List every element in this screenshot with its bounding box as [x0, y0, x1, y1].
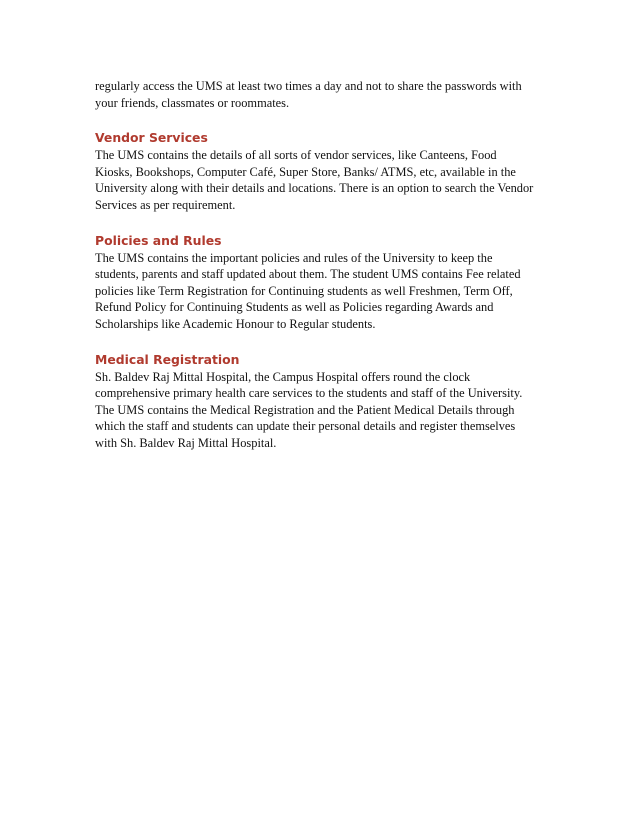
paragraph-line: The UMS contains the important policies and rules of the University to keep the: [95, 250, 493, 265]
paragraph-line: Services as per requirement.: [95, 197, 236, 212]
section-heading-medical-registration: Medical Registration: [95, 351, 240, 367]
intro-line: your friends, classmates or roommates.: [95, 95, 290, 110]
paragraph-line: policies like Term Registration for Continuing students as well Freshmen, Term Off,: [95, 283, 513, 298]
paragraph-line: which the staff and students can update their personal details and register themselves: [95, 419, 516, 434]
document-body: [95, 78, 545, 452]
paragraph-line: Refund Policy for Continuing Students as well as Policies regarding Awards and: [95, 300, 494, 315]
paragraph-line: Sh. Baldev Raj Mittal Hospital, the Campus Hospital offers round the clock: [95, 369, 471, 384]
paragraph-line: Kiosks, Bookshops, Computer Café, Super Store, Banks/ ATMS, etc, available in the: [95, 164, 516, 179]
paragraph-line: students, parents and staff updated about them. The student UMS contains Fee related: [95, 267, 521, 282]
paragraph-line: with Sh. Baldev Raj Mittal Hospital.: [95, 435, 277, 450]
section-heading-policies-and-rules: Policies and Rules: [95, 232, 222, 248]
vendor-services-paragraph: [95, 147, 545, 213]
paragraph-line: Scholarships like Academic Honour to Regular students.: [95, 316, 376, 331]
medical-registration-paragraph: [95, 369, 545, 452]
intro-line: regularly access the UMS at least two times a day and not to share the passwords with: [95, 79, 522, 93]
section-heading-vendor-services: Vendor Services: [95, 130, 208, 146]
paragraph-line: The UMS contains the details of all sorts of vendor services, like Canteens, Food: [95, 148, 497, 163]
paragraph-line: The UMS contains the Medical Registration and the Patient Medical Details through: [95, 402, 515, 417]
paragraph-line: University along with their details and locations. There is an option to search the Vendor: [95, 181, 534, 196]
policies-and-rules-paragraph: [95, 250, 545, 333]
intro-paragraph: [95, 78, 545, 111]
paragraph-line: comprehensive primary health care services to the students and staff of the University.: [95, 386, 523, 401]
